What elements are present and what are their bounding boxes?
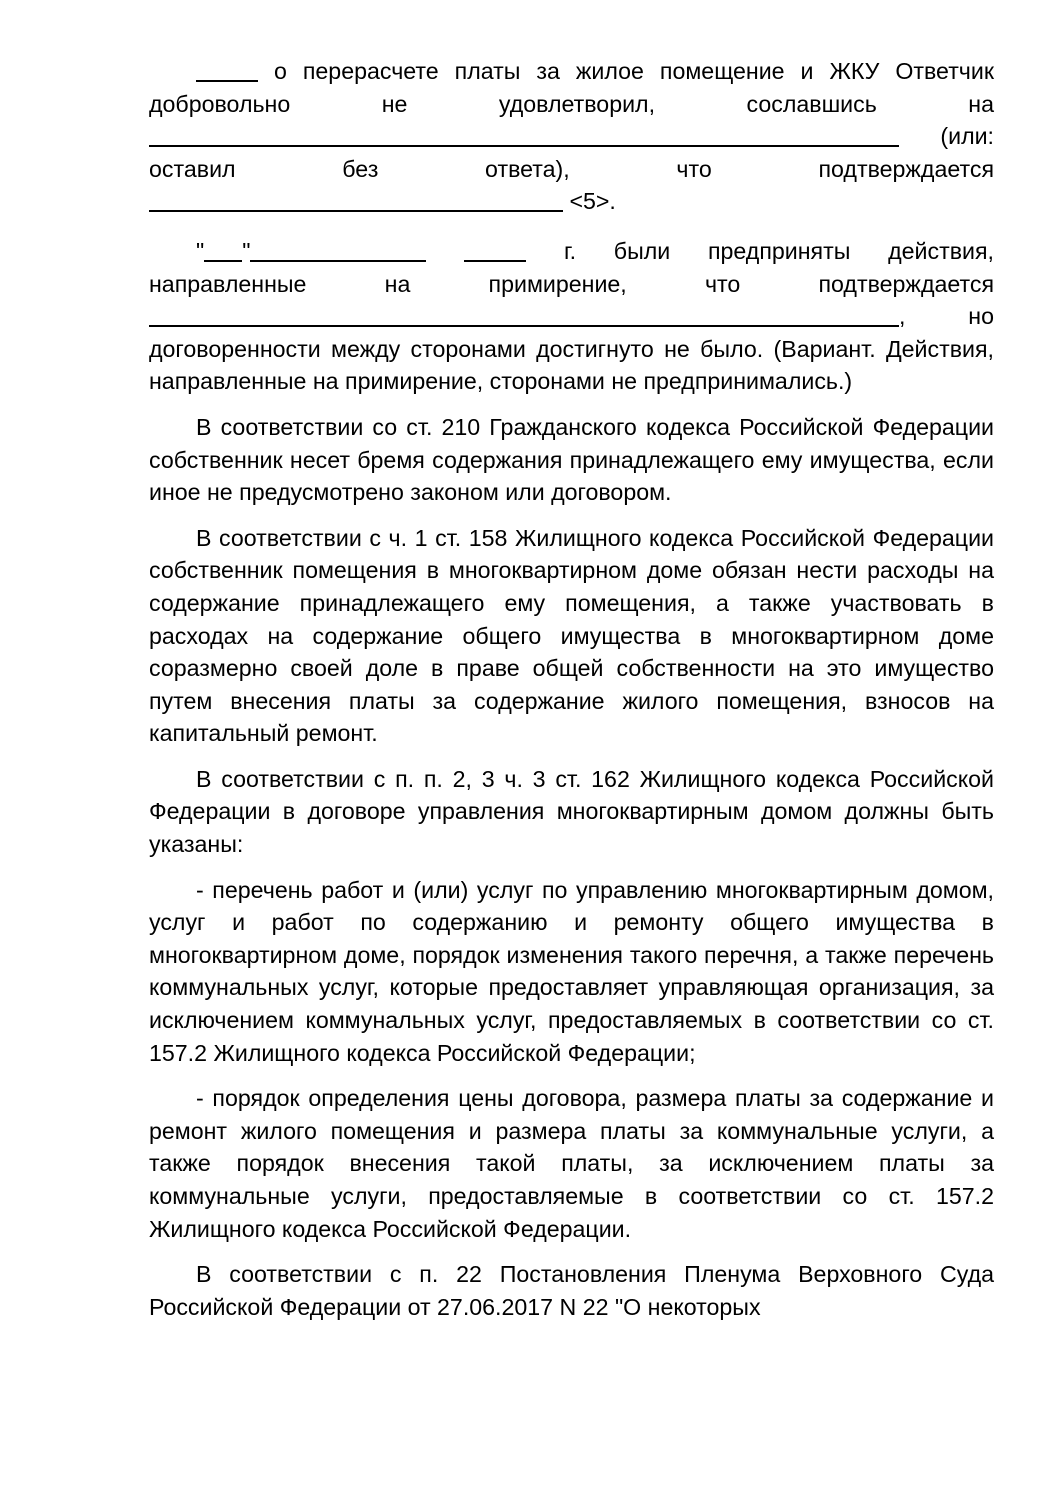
paragraph-civil-code-210: В соответствии со ст. 210 Гражданского кодекса Российской Федерации собственник несет бремя содержания принадлежащего ему имущества, если иное не предусмотрено законом или договором.	[149, 413, 994, 506]
fill-in-blank-year[interactable]	[464, 241, 526, 262]
paragraph-reconciliation-attempt	[149, 235, 994, 398]
paragraph-recalculation-demand-footnote: <5>.	[563, 188, 616, 215]
fill-in-blank-month[interactable]	[250, 241, 426, 262]
list-item-works-and-services: - перечень работ и (или) услуг по управлению многоквартирным домом, услуг и работ по содержанию и ремонту общего имущества в многоквартирном доме, порядок изменения такого перечня, а также перечень коммунальных услуг, которые предоставляет управляющая организация, за исключением коммунальных услуг, предоставляемых в соответствии со ст. 157.2 Жилищного кодекса Российской Федерации;	[149, 876, 994, 1066]
fill-in-blank-refusal-grounds[interactable]	[149, 126, 899, 147]
fill-in-blank-day[interactable]	[204, 241, 242, 262]
date-separator-space	[426, 238, 464, 264]
fill-in-blank-demand-document[interactable]	[196, 61, 258, 82]
paragraph-reconciliation-text-1: г. были предприняты действия, направленные на примирение, что подтверждается	[149, 237, 994, 297]
paragraph-housing-code-158: В соответствии с ч. 1 ст. 158 Жилищного кодекса Российской Федерации собственник помещения в многоквартирном доме обязан нести расходы на содержание принадлежащего ему помещения, а также участвовать в расходах на содержание общего имущества в многоквартирном доме соразмерно своей доле в праве общей собственности на это имущество путем внесения платы за содержание жилого помещения, взносов на капитальный ремонт.	[149, 524, 994, 747]
quote-open: "	[196, 237, 205, 264]
paragraph-reconciliation-text-2: , но договоренности между сторонами достигнуто не было. (Вариант. Действия, направленные на примирение, сторонами не предпринимались.)	[149, 303, 994, 395]
document-text-body	[149, 55, 994, 1323]
paragraph-supreme-court-plenum-22: В соответствии с п. 22 Постановления Пленума Верховного Суда Российской Федерации от 27.06.2017 N 22 "О некоторых	[149, 1261, 994, 1320]
fill-in-blank-confirmation-evidence[interactable]	[149, 191, 563, 212]
paragraph-recalculation-demand-text-1: о перерасчете платы за жилое помещение и ЖКУ Ответчик добровольно не удовлетворил, сославшись на	[149, 58, 994, 117]
paragraph-recalculation-demand	[149, 55, 994, 218]
paragraph-recalculation-demand-text-2: (или: оставил без ответа), что подтверждается	[149, 123, 994, 182]
quote-close: "	[242, 237, 251, 264]
list-item-price-determination: - порядок определения цены договора, размера платы за содержание и ремонт жилого помещения и размера платы за коммунальные услуги, а также порядок внесения такой платы, за исключением платы за коммунальные услуги, предоставляемые в соответствии со ст. 157.2 Жилищного кодекса Российской Федерации.	[149, 1085, 994, 1242]
fill-in-blank-reconciliation-evidence[interactable]	[149, 306, 899, 327]
paragraph-housing-code-162-intro: В соответствии с п. п. 2, 3 ч. 3 ст. 162 Жилищного кодекса Российской Федерации в договоре управления многоквартирным домом должны быть указаны:	[149, 765, 994, 858]
